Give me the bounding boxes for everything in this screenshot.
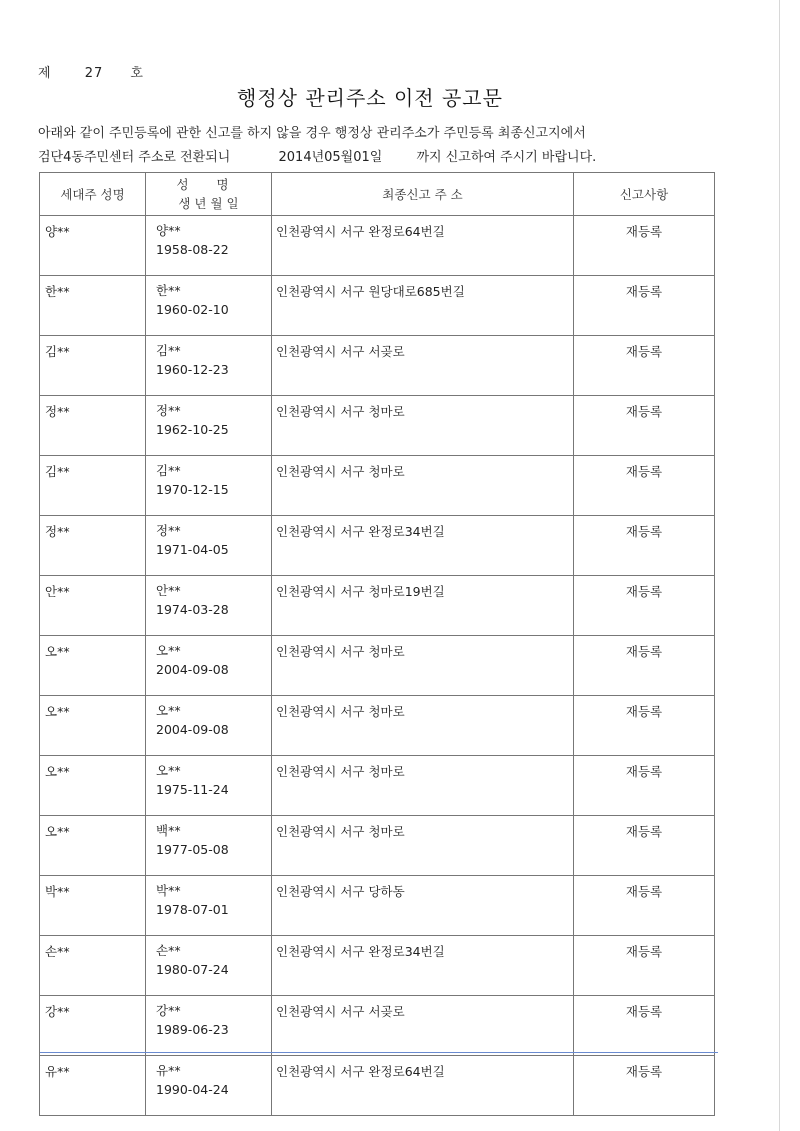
- owner-name-cell: 오**: [40, 696, 146, 756]
- header-owner: 세대주 성명: [40, 173, 146, 216]
- birth-date: 1958-08-22: [156, 242, 229, 257]
- table-row: [40, 576, 715, 636]
- intro-line-2: [38, 146, 596, 170]
- address-cell: 인천광역시 서구 청마로: [272, 396, 574, 456]
- address-cell: 인천광역시 서구 청마로: [272, 696, 574, 756]
- name-birth-cell: [146, 996, 272, 1056]
- note-cell: 재등록: [574, 336, 715, 396]
- address-cell: 인천광역시 서구 청마로: [272, 456, 574, 516]
- name-birth-cell: [146, 576, 272, 636]
- document-number: [38, 62, 144, 81]
- person-name: 손**: [156, 943, 181, 958]
- owner-name-cell: 한**: [40, 276, 146, 336]
- header-name-birth: [146, 173, 272, 216]
- note-cell: 재등록: [574, 636, 715, 696]
- note-cell: 재등록: [574, 816, 715, 876]
- birth-date: 1962-10-25: [156, 422, 229, 437]
- note-cell: 재등록: [574, 456, 715, 516]
- person-name: 안**: [156, 583, 181, 598]
- name-birth-cell: [146, 936, 272, 996]
- birth-date: 1971-04-05: [156, 542, 229, 557]
- owner-name-cell: 오**: [40, 816, 146, 876]
- birth-date: 1990-04-24: [156, 1082, 229, 1097]
- table-row: [40, 396, 715, 456]
- note-cell: 재등록: [574, 936, 715, 996]
- name-birth-cell: [146, 276, 272, 336]
- address-cell: 인천광역시 서구 완정로64번길: [272, 1056, 574, 1116]
- note-cell: 재등록: [574, 516, 715, 576]
- owner-name-cell: 안**: [40, 576, 146, 636]
- document-number-prefix: 제: [38, 66, 52, 81]
- name-birth-cell: [146, 336, 272, 396]
- document-number-value: 27: [84, 66, 104, 81]
- name-birth-cell: [146, 516, 272, 576]
- note-cell: 재등록: [574, 396, 715, 456]
- person-name: 양**: [156, 223, 181, 238]
- address-cell: 인천광역시 서구 완정로34번길: [272, 516, 574, 576]
- birth-date: 2004-09-08: [156, 662, 229, 677]
- owner-name-cell: 강**: [40, 996, 146, 1056]
- table-row: [40, 1056, 715, 1116]
- note-cell: 재등록: [574, 1056, 715, 1116]
- note-cell: 재등록: [574, 276, 715, 336]
- intro-line-2-start: 검단4동주민센터 주소로 전환되니: [38, 150, 231, 165]
- owner-name-cell: 오**: [40, 756, 146, 816]
- note-cell: 재등록: [574, 696, 715, 756]
- bottom-divider: [40, 1052, 718, 1053]
- page-edge: [779, 0, 780, 1131]
- name-birth-cell: [146, 636, 272, 696]
- owner-name-cell: 손**: [40, 936, 146, 996]
- note-cell: 재등록: [574, 576, 715, 636]
- address-cell: 인천광역시 서구 청마로: [272, 756, 574, 816]
- intro-text: [38, 122, 596, 170]
- table-row: [40, 696, 715, 756]
- name-birth-cell: [146, 876, 272, 936]
- document-title: 행정상 관리주소 이전 공고문: [237, 86, 503, 110]
- birth-date: 1977-05-08: [156, 842, 229, 857]
- owner-name-cell: 유**: [40, 1056, 146, 1116]
- owner-name-cell: 김**: [40, 336, 146, 396]
- address-cell: 인천광역시 서구 청마로19번길: [272, 576, 574, 636]
- address-cell: 인천광역시 서구 청마로: [272, 816, 574, 876]
- person-name: 오**: [156, 703, 181, 718]
- table-row: [40, 636, 715, 696]
- table-row: [40, 876, 715, 936]
- table-row: [40, 276, 715, 336]
- table-row: [40, 456, 715, 516]
- deadline-date: 2014년05월01일: [278, 150, 383, 165]
- owner-name-cell: 양**: [40, 216, 146, 276]
- person-name: 오**: [156, 763, 181, 778]
- table-row: [40, 816, 715, 876]
- table-row: [40, 336, 715, 396]
- name-birth-cell: [146, 696, 272, 756]
- owner-name-cell: 정**: [40, 396, 146, 456]
- address-cell: 인천광역시 서구 서곶로: [272, 996, 574, 1056]
- header-name: 성 명: [176, 177, 241, 192]
- person-name: 정**: [156, 523, 181, 538]
- owner-name-cell: 김**: [40, 456, 146, 516]
- birth-date: 1970-12-15: [156, 482, 229, 497]
- note-cell: 재등록: [574, 756, 715, 816]
- owner-name-cell: 정**: [40, 516, 146, 576]
- table-row: [40, 996, 715, 1056]
- name-birth-cell: [146, 756, 272, 816]
- person-name: 백**: [156, 823, 181, 838]
- birth-date: 1980-07-24: [156, 962, 229, 977]
- person-name: 김**: [156, 343, 181, 358]
- birth-date: 1960-12-23: [156, 362, 229, 377]
- owner-name-cell: 박**: [40, 876, 146, 936]
- birth-date: 1978-07-01: [156, 902, 229, 917]
- note-cell: 재등록: [574, 876, 715, 936]
- note-cell: 재등록: [574, 996, 715, 1056]
- address-cell: 인천광역시 서구 당하동: [272, 876, 574, 936]
- address-cell: 인천광역시 서구 완정로34번길: [272, 936, 574, 996]
- owner-name-cell: 오**: [40, 636, 146, 696]
- table-row: [40, 216, 715, 276]
- intro-line-1: 아래와 같이 주민등록에 관한 신고를 하지 않을 경우 행정상 관리주소가 주민등록 최종신고지에서: [38, 126, 586, 141]
- document-number-suffix: 호: [130, 66, 144, 81]
- header-birth: 생 년 월 일: [178, 196, 239, 211]
- person-name: 한**: [156, 283, 181, 298]
- person-name: 김**: [156, 463, 181, 478]
- birth-date: 1960-02-10: [156, 302, 229, 317]
- table-row: [40, 516, 715, 576]
- name-birth-cell: [146, 456, 272, 516]
- person-name: 박**: [156, 883, 181, 898]
- birth-date: 1974-03-28: [156, 602, 229, 617]
- table-row: [40, 756, 715, 816]
- name-birth-cell: [146, 816, 272, 876]
- person-name: 오**: [156, 643, 181, 658]
- person-name: 정**: [156, 403, 181, 418]
- intro-line-2-end: 까지 신고하여 주시기 바랍니다.: [416, 150, 597, 165]
- name-birth-cell: [146, 396, 272, 456]
- note-cell: 재등록: [574, 216, 715, 276]
- address-cell: 인천광역시 서구 서곶로: [272, 336, 574, 396]
- header-address: 최종신고 주 소: [272, 173, 574, 216]
- birth-date: 1975-11-24: [156, 782, 229, 797]
- birth-date: 2004-09-08: [156, 722, 229, 737]
- table-row: [40, 936, 715, 996]
- person-name: 강**: [156, 1003, 181, 1018]
- table-header-row: [40, 173, 715, 216]
- person-name: 유**: [156, 1063, 181, 1078]
- address-cell: 인천광역시 서구 완정로64번길: [272, 216, 574, 276]
- name-birth-cell: [146, 1056, 272, 1116]
- address-cell: 인천광역시 서구 원당대로685번길: [272, 276, 574, 336]
- name-birth-cell: [146, 216, 272, 276]
- address-cell: 인천광역시 서구 청마로: [272, 636, 574, 696]
- birth-date: 1989-06-23: [156, 1022, 229, 1037]
- header-note: 신고사항: [574, 173, 715, 216]
- notice-table: [39, 172, 715, 1116]
